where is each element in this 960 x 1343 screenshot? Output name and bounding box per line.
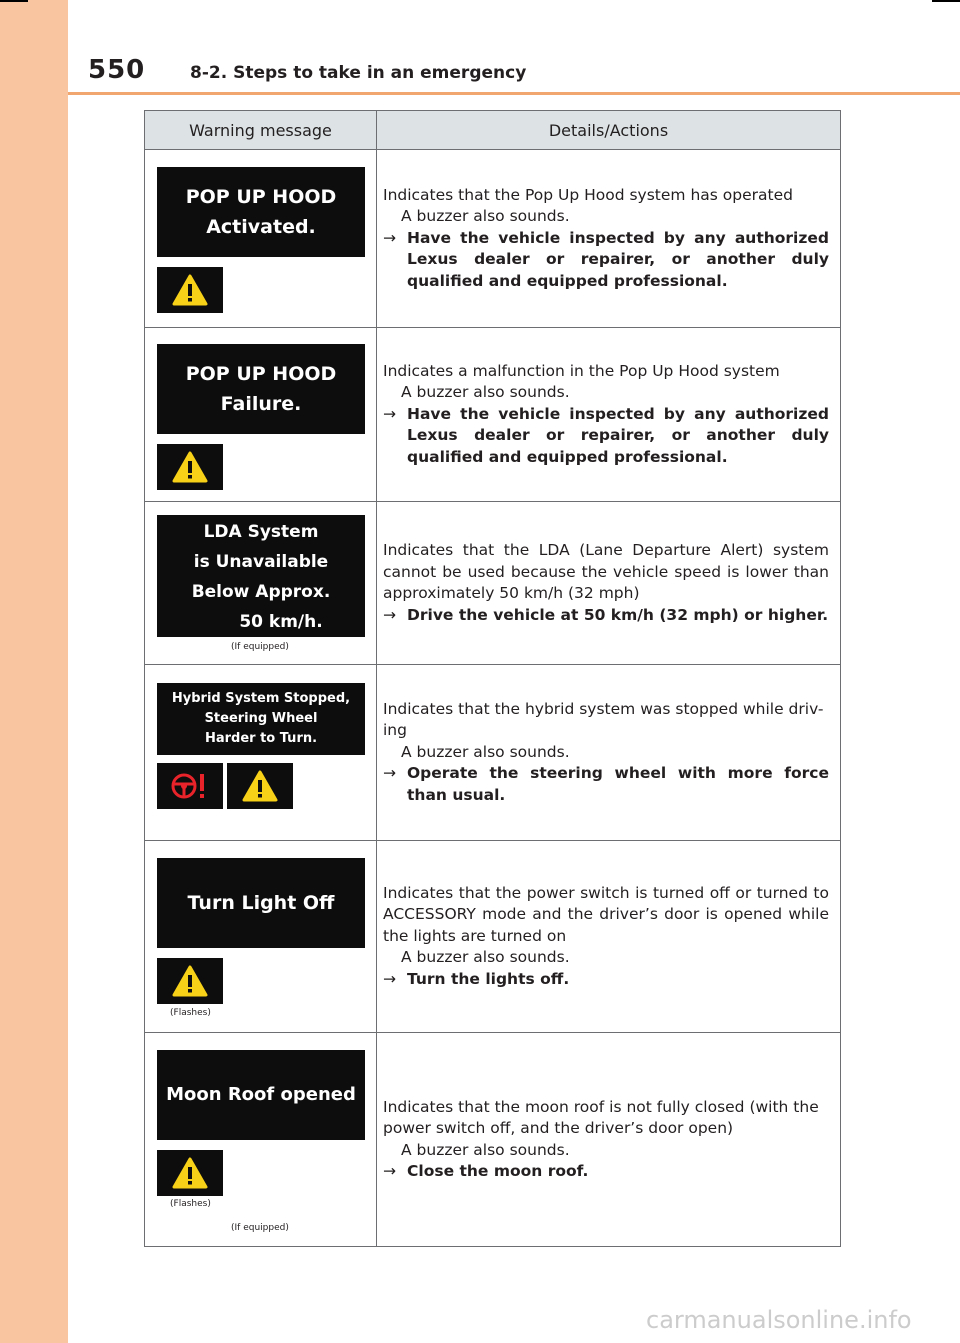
display-message: Moon Roof opened xyxy=(157,1050,365,1140)
description: Indicates that the power switch is turned off or turned to ACCESSORY mode and the driver’s door is opened while the lights are turned on xyxy=(383,883,829,945)
page-header xyxy=(68,0,960,92)
equipped-note: (If equipped) xyxy=(231,1223,289,1233)
display-message: POP UP HOOD Activated. xyxy=(157,167,365,257)
buzzer-note: A buzzer also sounds. xyxy=(401,742,570,761)
table-row xyxy=(145,502,841,665)
warning-cell xyxy=(145,150,377,328)
table-row xyxy=(145,665,841,841)
action: → Have the vehicle inspected by any authorized Lexus dealer or repairer, or another duly qualified and equipped professional. xyxy=(383,404,829,466)
details-cell xyxy=(377,841,841,1033)
steering-warning-icon xyxy=(157,763,223,809)
description: Indicates that the hybrid system was stopped while driv- ing xyxy=(383,699,824,740)
warning-cell xyxy=(145,841,377,1033)
action: → Close the moon roof. xyxy=(383,1161,829,1183)
section-title: 8-2. Steps to take in an emergency xyxy=(190,63,527,83)
action: → Have the vehicle inspected by any authorized Lexus dealer or repairer, or another duly qualified and equipped professional. xyxy=(383,228,829,290)
details-cell xyxy=(377,502,841,665)
crop-mark xyxy=(0,0,28,2)
description: Indicates that the LDA (Lane Departure Alert) system cannot be used because the vehicle speed is lower than approximately 50 km/h (32 mph) xyxy=(383,541,829,602)
arrow-icon: → xyxy=(383,1162,396,1180)
page-number: 550 xyxy=(88,55,146,85)
arrow-icon: → xyxy=(383,969,396,988)
warning-message-table xyxy=(144,110,841,1247)
buzzer-note: A buzzer also sounds. xyxy=(401,207,570,226)
description: Indicates a malfunction in the Pop Up Hood system xyxy=(383,361,780,380)
equipped-note: (If equipped) xyxy=(231,642,289,652)
col-header-warning-message: Warning message xyxy=(145,111,377,150)
details-cell xyxy=(377,328,841,502)
details-cell xyxy=(377,1033,841,1247)
warning-triangle-icon xyxy=(157,267,223,313)
chapter-tab-strip xyxy=(0,0,68,1343)
display-message: Turn Light Off xyxy=(157,858,365,948)
warning-cell xyxy=(145,328,377,502)
warning-triangle-icon xyxy=(157,444,223,490)
table-header-row xyxy=(145,111,841,150)
arrow-icon: → xyxy=(383,404,396,423)
warning-triangle-icon xyxy=(157,958,223,1004)
arrow-icon: → xyxy=(383,228,396,247)
warning-cell xyxy=(145,502,377,665)
action: → Drive the vehicle at 50 km/h (32 mph) or higher. xyxy=(383,605,829,627)
buzzer-note: A buzzer also sounds. xyxy=(401,1140,570,1159)
col-header-details-actions: Details/Actions xyxy=(377,111,841,150)
buzzer-note: A buzzer also sounds. xyxy=(401,383,570,402)
description: Indicates that the Pop Up Hood system has operated xyxy=(383,185,793,204)
table-row xyxy=(145,841,841,1033)
description: Indicates that the moon roof is not fully closed (with the power switch off, and the driver’s door open) xyxy=(383,1097,819,1137)
arrow-icon: → xyxy=(383,605,396,624)
arrow-icon: → xyxy=(383,764,396,783)
display-message: LDA System is Unavailable Below Approx. 50 km/h. xyxy=(157,515,365,637)
details-cell xyxy=(377,150,841,328)
flashes-note: (Flashes) xyxy=(170,1008,211,1018)
warning-triangle-icon xyxy=(227,763,293,809)
warning-triangle-icon xyxy=(157,1150,223,1196)
watermark: carmanualsonline.info xyxy=(646,1306,912,1334)
action: → Turn the lights off. xyxy=(383,969,829,991)
header-rule xyxy=(68,92,960,95)
details-cell xyxy=(377,665,841,841)
table-row xyxy=(145,328,841,502)
warning-cell xyxy=(145,665,377,841)
buzzer-note: A buzzer also sounds. xyxy=(401,948,570,967)
flashes-note: (Flashes) xyxy=(170,1199,211,1209)
table-row xyxy=(145,150,841,328)
warning-cell xyxy=(145,1033,377,1247)
display-message: POP UP HOOD Failure. xyxy=(157,344,365,434)
table-row xyxy=(145,1033,841,1247)
action: → Operate the steering wheel with more force than usual. xyxy=(383,764,829,804)
display-message: Hybrid System Stopped, Steering Wheel Harder to Turn. xyxy=(157,683,365,755)
